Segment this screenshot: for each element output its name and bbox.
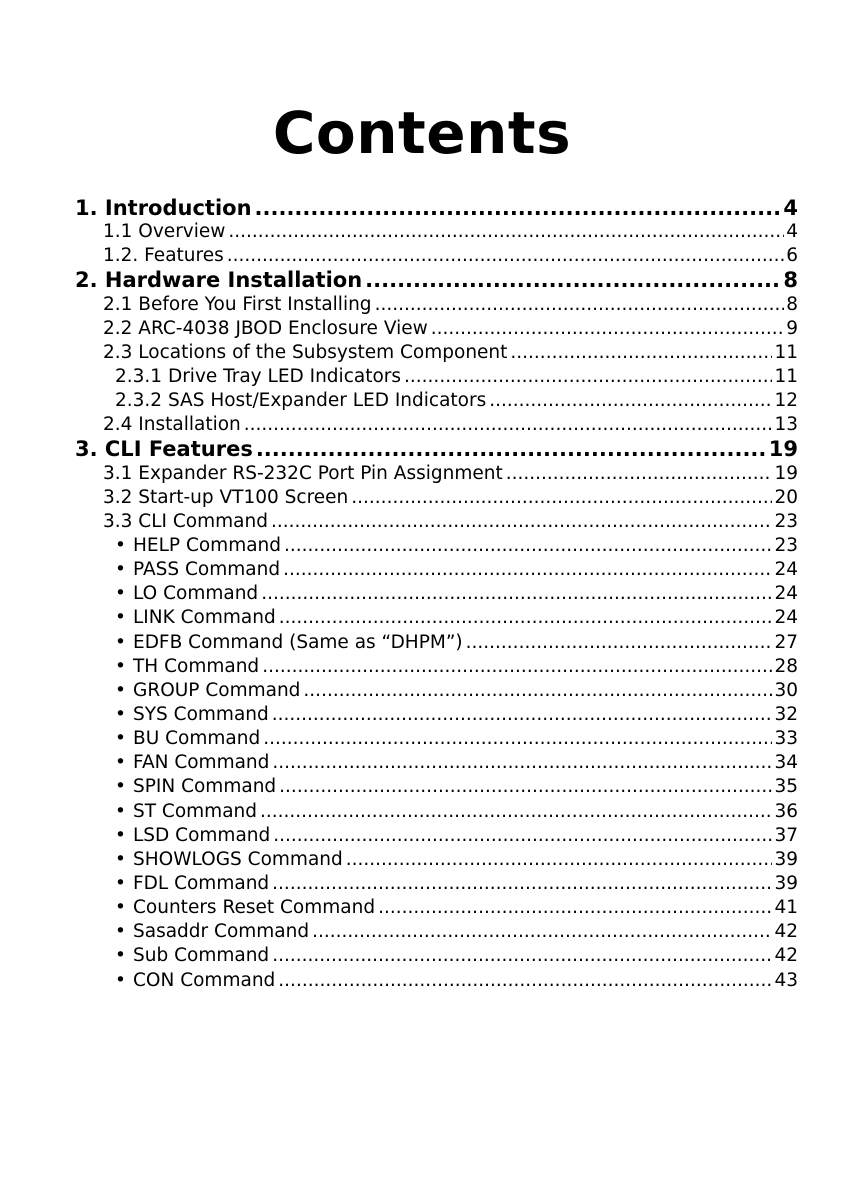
bullet-icon: • (115, 534, 126, 556)
bullet-icon: • (115, 776, 126, 798)
toc-entry-title: Sasaddr Command (133, 921, 310, 943)
toc-entry[interactable] (75, 365, 798, 389)
toc-entry-title: 3. CLI Features (75, 437, 253, 462)
toc-entry-title: 2.4 Installation (103, 414, 241, 436)
toc-entry-title: 2.2 ARC-4038 JBOD Enclosure View (103, 317, 428, 339)
dot-leader (272, 872, 772, 896)
toc-entry-page-number: 42 (774, 921, 798, 943)
bullet-icon: • (115, 679, 126, 701)
dot-leader (272, 944, 772, 968)
dot-leader (489, 389, 772, 413)
bullet-icon: • (115, 752, 126, 774)
dot-leader (227, 244, 784, 268)
dot-leader (378, 896, 772, 920)
dot-leader (303, 679, 772, 703)
toc-entry[interactable] (75, 679, 798, 703)
toc-entry-page-number: 24 (774, 583, 798, 605)
toc-entry-title: PASS Command (133, 559, 281, 581)
toc-entry-title: 2.1 Before You First Installing (103, 293, 372, 315)
toc-entry-title: 3.2 Start-up VT100 Screen (103, 486, 349, 508)
dot-leader (506, 462, 773, 486)
bullet-icon: • (115, 800, 126, 822)
toc-entry-page-number: 6 (786, 245, 798, 267)
dot-leader (260, 800, 772, 824)
dot-leader (255, 196, 782, 220)
toc-entry-title: SYS Command (133, 703, 269, 725)
dot-leader (283, 558, 772, 582)
dot-leader (228, 220, 784, 244)
toc-entry-title: EDFB Command (Same as “DHPM”) (133, 631, 463, 653)
toc-entry-title: SPIN Command (133, 776, 277, 798)
bullet-icon: • (115, 969, 126, 991)
toc-entry[interactable] (75, 558, 798, 582)
toc-entry[interactable] (75, 293, 798, 317)
bullet-icon: • (115, 655, 126, 677)
toc-entry-page-number: 36 (774, 800, 798, 822)
toc-entry-page-number: 34 (774, 752, 798, 774)
toc-entry[interactable] (75, 341, 798, 365)
toc-entry[interactable] (75, 389, 798, 413)
toc-entry[interactable] (75, 944, 798, 968)
toc-entry[interactable] (75, 896, 798, 920)
dot-leader (272, 751, 772, 775)
toc-entry[interactable] (75, 920, 798, 944)
bullet-icon: • (115, 728, 126, 750)
toc-chapter-entry[interactable] (75, 196, 798, 220)
toc-entry-title: LINK Command (133, 607, 276, 629)
dot-leader (365, 268, 781, 292)
toc-entry-title: 2.3.2 SAS Host/Expander LED Indicators (115, 390, 487, 412)
toc-entry-page-number: 4 (783, 196, 798, 220)
toc-entry-title: GROUP Command (133, 679, 301, 701)
toc-entry-page-number: 11 (774, 365, 798, 387)
toc-entry-title: 2.3.1 Drive Tray LED Indicators (115, 365, 402, 387)
toc-entry-page-number: 9 (786, 317, 798, 339)
toc-entry-title: 1. Introduction (75, 196, 252, 220)
toc-entry-page-number: 19 (774, 462, 798, 484)
toc-entry[interactable] (75, 800, 798, 824)
dot-leader (263, 727, 772, 751)
toc-entry-title: FDL Command (133, 872, 270, 894)
bullet-icon: • (115, 824, 126, 846)
toc-entry[interactable] (75, 486, 798, 510)
table-of-contents (75, 196, 798, 993)
toc-entry[interactable] (75, 606, 798, 630)
toc-entry[interactable] (75, 631, 798, 655)
dot-leader (256, 437, 767, 461)
bullet-icon: • (115, 897, 126, 919)
toc-entry[interactable] (75, 751, 798, 775)
bullet-icon: • (115, 607, 126, 629)
dot-leader (510, 341, 772, 365)
toc-entry[interactable] (75, 727, 798, 751)
toc-entry-title: CON Command (133, 969, 276, 991)
toc-entry-title: BU Command (133, 728, 261, 750)
toc-entry-title: SHOWLOGS Command (133, 848, 343, 870)
page-title: Contents (272, 99, 572, 167)
toc-entry-title: 1.1 Overview (103, 221, 226, 243)
toc-entry-page-number: 35 (774, 776, 798, 798)
toc-entry[interactable] (75, 534, 798, 558)
toc-entry-title: Sub Command (133, 945, 270, 967)
toc-entry[interactable] (75, 655, 798, 679)
dot-leader (244, 413, 773, 437)
bullet-icon: • (115, 703, 126, 725)
toc-entry-title: 3.1 Expander RS-232C Port Pin Assignment (103, 462, 503, 484)
toc-entry-page-number: 13 (774, 414, 798, 436)
dot-leader (273, 824, 772, 848)
toc-entry-page-number: 24 (774, 559, 798, 581)
bullet-icon: • (115, 872, 126, 894)
toc-entry-page-number: 12 (774, 390, 798, 412)
toc-entry-title: 1.2. Features (103, 245, 224, 267)
bullet-icon: • (115, 583, 126, 605)
toc-entry-page-number: 23 (774, 510, 798, 532)
toc-entry-page-number: 24 (774, 607, 798, 629)
dot-leader (346, 848, 773, 872)
dot-leader (272, 703, 773, 727)
toc-entry-page-number: 42 (774, 945, 798, 967)
dot-leader (262, 655, 772, 679)
toc-entry-page-number: 19 (768, 437, 798, 462)
toc-entry-page-number: 23 (774, 534, 798, 556)
toc-entry-page-number: 33 (774, 728, 798, 750)
toc-entry[interactable] (75, 220, 798, 244)
bullet-icon: • (115, 945, 126, 967)
toc-entry[interactable] (75, 510, 798, 534)
toc-entry[interactable] (75, 824, 798, 848)
bullet-icon: • (115, 631, 126, 653)
dot-leader (351, 486, 772, 510)
toc-entry-page-number: 41 (774, 897, 798, 919)
toc-entry-page-number: 43 (774, 969, 798, 991)
toc-entry[interactable] (75, 244, 798, 268)
toc-entry[interactable] (75, 848, 798, 872)
toc-entry-page-number: 27 (774, 631, 798, 653)
dot-leader (375, 293, 785, 317)
toc-entry-page-number: 39 (774, 848, 798, 870)
toc-entry-page-number: 4 (786, 221, 798, 243)
toc-entry[interactable] (75, 317, 798, 341)
toc-entry-page-number: 8 (786, 293, 798, 315)
toc-entry-title: HELP Command (133, 534, 282, 556)
toc-entry-title: LSD Command (133, 824, 271, 846)
dot-leader (404, 365, 772, 389)
dot-leader (466, 631, 773, 655)
toc-entry-page-number: 28 (774, 655, 798, 677)
toc-entry[interactable] (75, 872, 798, 896)
toc-entry-title: FAN Command (133, 752, 270, 774)
dot-leader (284, 534, 772, 558)
toc-entry-title: 2.3 Locations of the Subsystem Component (103, 341, 508, 363)
toc-entry[interactable] (75, 462, 798, 486)
toc-entry[interactable] (75, 413, 798, 437)
toc-entry-title: Counters Reset Command (133, 897, 376, 919)
dot-leader (431, 317, 784, 341)
toc-entry[interactable] (75, 775, 798, 799)
dot-leader (279, 606, 773, 630)
toc-entry[interactable] (75, 703, 798, 727)
toc-chapter-entry[interactable] (75, 437, 798, 461)
bullet-icon: • (115, 921, 126, 943)
toc-entry[interactable] (75, 582, 798, 606)
toc-entry-page-number: 20 (774, 486, 798, 508)
dot-leader (278, 969, 772, 993)
toc-entry-page-number: 30 (774, 679, 798, 701)
toc-entry-page-number: 32 (774, 703, 798, 725)
bullet-icon: • (115, 848, 126, 870)
toc-entry-page-number: 39 (774, 872, 798, 894)
dot-leader (312, 920, 772, 944)
toc-entry-title: ST Command (133, 800, 258, 822)
dot-leader (279, 775, 772, 799)
toc-entry-title: 3.3 CLI Command (103, 510, 268, 532)
toc-entry-page-number: 11 (774, 341, 798, 363)
bullet-icon: • (115, 559, 126, 581)
dot-leader (271, 510, 773, 534)
toc-entry[interactable] (75, 969, 798, 993)
toc-entry-title: 2. Hardware Installation (75, 268, 363, 293)
toc-entry-page-number: 37 (774, 824, 798, 846)
toc-entry-title: TH Command (133, 655, 260, 677)
dot-leader (261, 582, 772, 606)
toc-entry-title: LO Command (133, 583, 259, 605)
toc-chapter-entry[interactable] (75, 268, 798, 292)
toc-entry-page-number: 8 (783, 268, 798, 293)
